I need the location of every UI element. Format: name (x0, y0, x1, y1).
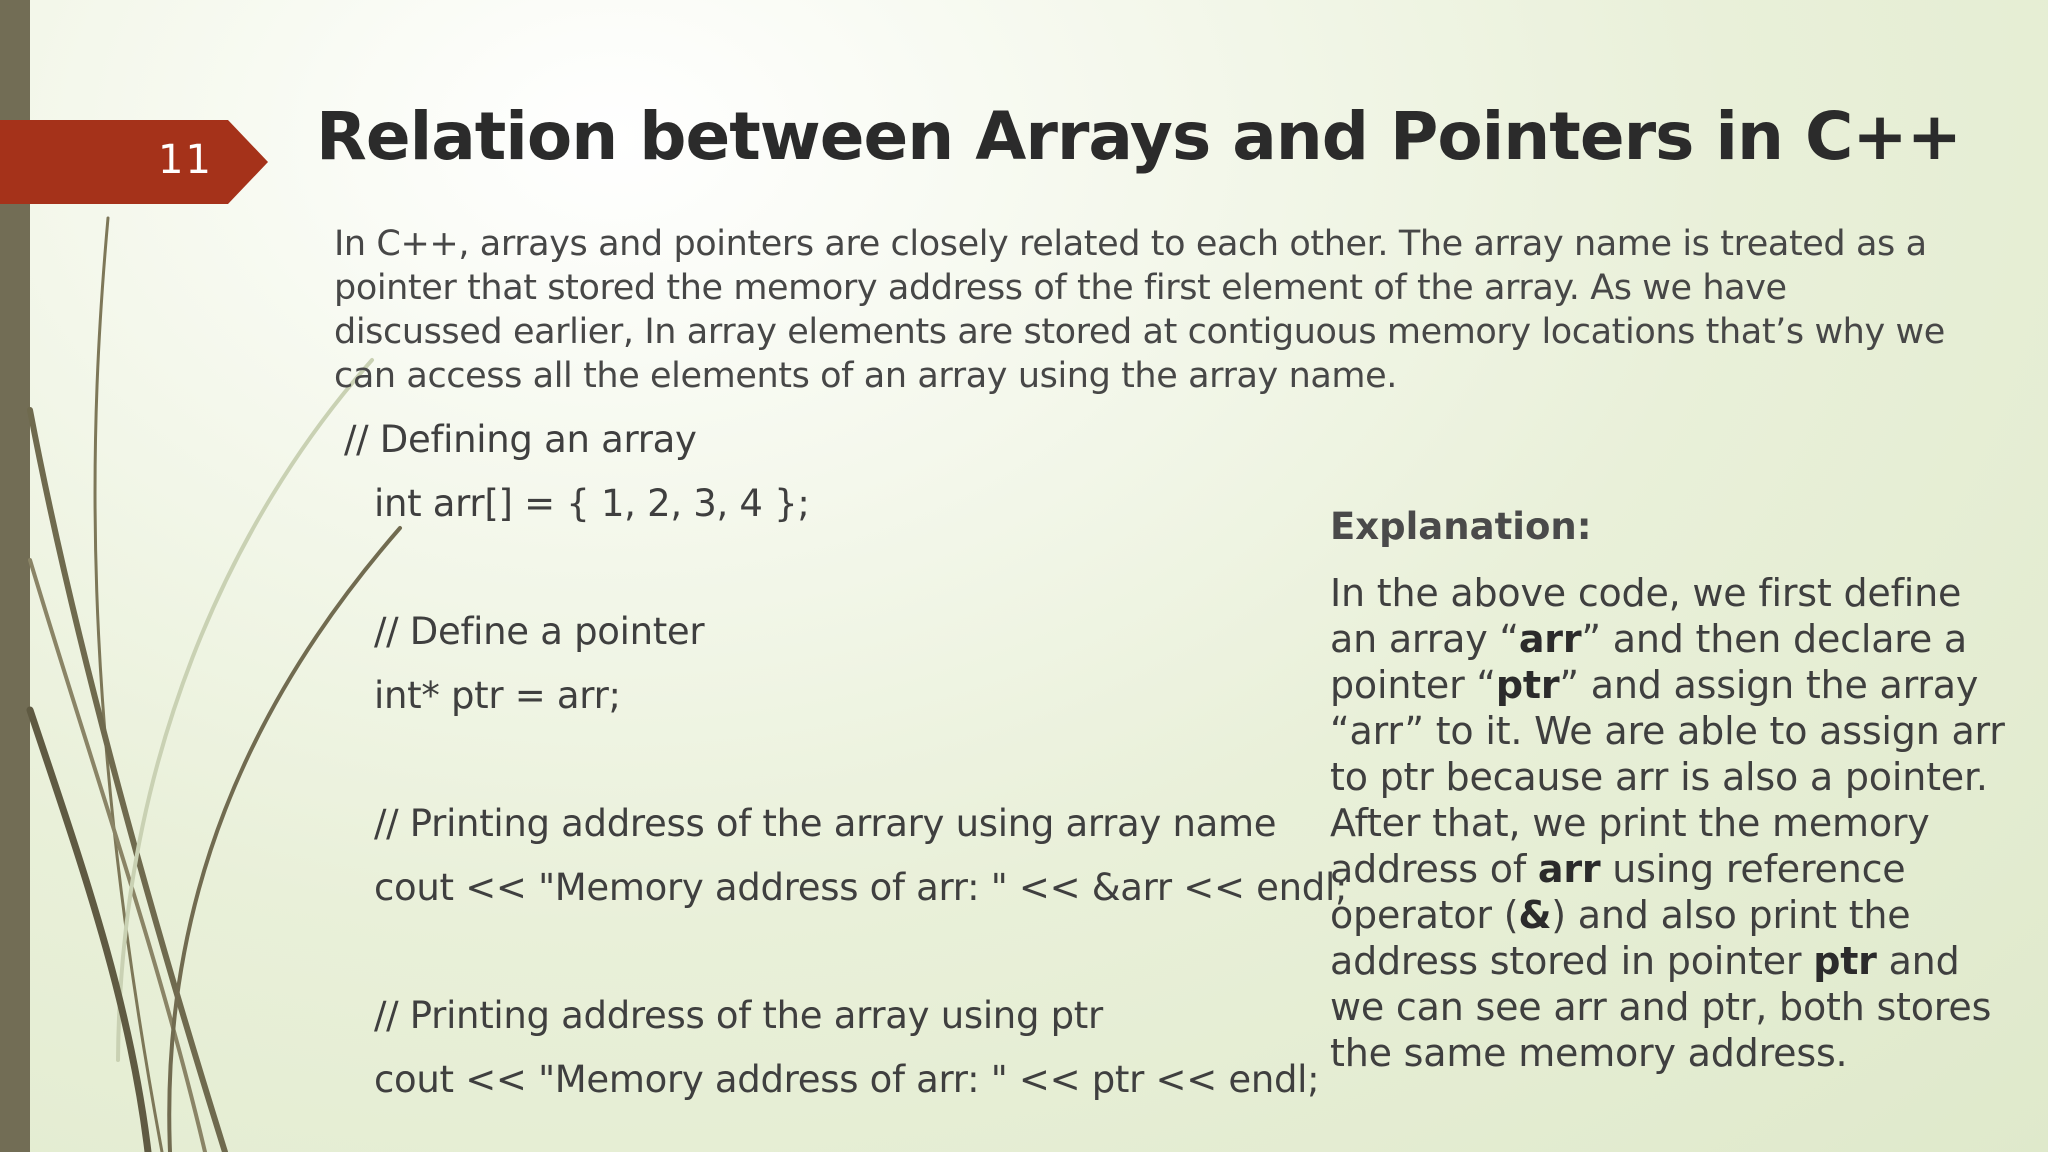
explanation-line: pointer “ptr” and assign the array (1330, 663, 1979, 707)
intro-line: In C++, arrays and pointers are closely related to each other. The array name is treated as a (334, 224, 1927, 264)
code-line-cout-arr: cout << "Memory address of arr: " << &arr << endl; (374, 866, 1348, 909)
explanation-line: After that, we print the memory (1330, 801, 1930, 845)
code-line-cout-ptr: cout << "Memory address of arr: " << ptr << endl; (374, 1058, 1320, 1101)
explanation-heading: Explanation: (1330, 505, 1592, 548)
intro-line: can access all the elements of an array using the array name. (334, 356, 1397, 396)
slide-title: Relation between Arrays and Pointers in C++ (316, 98, 1962, 175)
code-comment-define-pointer: // Define a pointer (374, 610, 705, 653)
explanation-line: an array “arr” and then declare a (1330, 617, 1968, 661)
explanation-line: In the above code, we first define (1330, 571, 1962, 615)
intro-line: pointer that stored the memory address of the first element of the array. As we have (334, 268, 1787, 308)
code-comment-define-array: // Defining an array (344, 418, 697, 461)
intro-line: discussed earlier, In array elements are stored at contiguous memory locations that’s why we (334, 312, 1945, 352)
explanation-line: “arr” to it. We are able to assign arr (1330, 709, 2005, 753)
slide-number-tab (0, 120, 268, 204)
code-comment-print-ptr: // Printing address of the array using ptr (374, 994, 1103, 1037)
explanation-body (1330, 570, 2030, 1076)
explanation-line: the same memory address. (1330, 1031, 1848, 1075)
intro-paragraph (334, 222, 2014, 398)
explanation-line: address stored in pointer ptr and (1330, 939, 1960, 983)
explanation-line: we can see arr and ptr, both stores (1330, 985, 1992, 1029)
slide-number: 11 (158, 137, 213, 183)
code-line-pointer-declaration: int* ptr = arr; (374, 674, 621, 717)
explanation-line: address of arr using reference (1330, 847, 1906, 891)
code-comment-print-array-name: // Printing address of the arrary using array name (374, 802, 1277, 845)
code-line-array-declaration: int arr[] = { 1, 2, 3, 4 }; (374, 482, 810, 525)
explanation-line: to ptr because arr is also a pointer. (1330, 755, 1988, 799)
explanation-line: operator (&) and also print the (1330, 893, 1911, 937)
